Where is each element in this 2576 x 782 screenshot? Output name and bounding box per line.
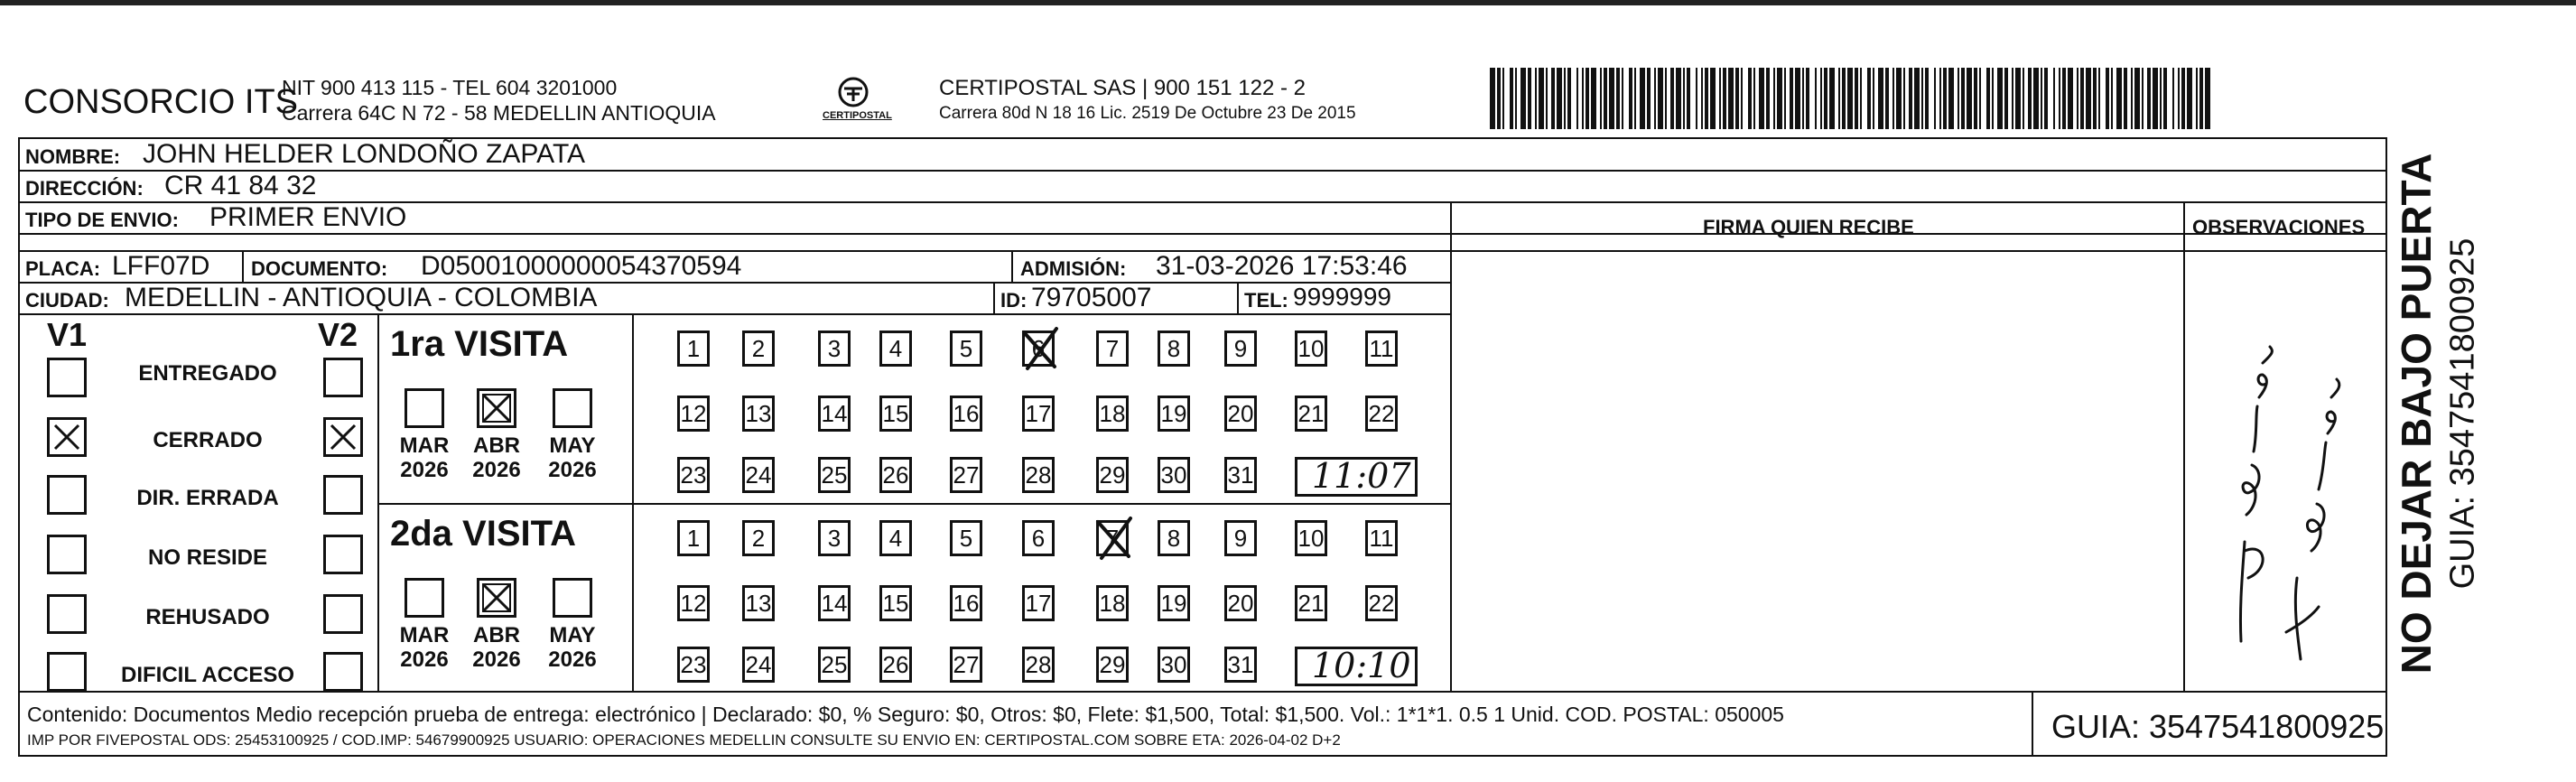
first-visit-day-box[interactable]: 23 [677,457,710,493]
certipostal-logo [817,72,892,125]
first-visit-month-checkbox[interactable] [405,388,444,428]
second-visit-day-box[interactable]: 9 [1224,520,1257,556]
second-visit-day-box[interactable]: 29 [1096,647,1129,683]
company-line2: Carrera 64C N 72 - 58 MEDELLIN ANTIOQUIA [282,101,716,125]
second-visit-day-box[interactable]: 7 [1096,520,1129,556]
v1-checkbox[interactable] [47,535,87,574]
first-visit-month-checkbox[interactable] [553,388,592,428]
first-visit-day-box[interactable]: 24 [742,457,775,493]
footer-print-line: IMP POR FIVEPOSTAL ODS: 25453100925 / COD.IMP: 54679900925 USUARIO: OPERACIONES MEDELLIN CONSULTE SU ENVIO EN: CERTIPOSTAL.COM SOBRE ETA: 2026-04-02 D+2 [27,731,1341,749]
first-visit-day-box[interactable]: 7 [1096,330,1129,367]
second-visit-time: 10:10 [1312,646,1411,685]
month-name: MAY [549,623,596,647]
v2-checkbox[interactable] [323,594,363,634]
id-label: ID: [1000,289,1028,312]
second-visit-day-box[interactable]: 8 [1158,520,1190,556]
first-visit-day-box[interactable]: 18 [1096,396,1129,432]
address-label: DIRECCIÓN: [25,177,144,200]
second-visit-month-label [395,623,453,672]
recipient-address: CR 41 84 32 [164,171,317,200]
first-visit-month-checkbox[interactable] [477,388,516,428]
plate-value: LFF07D [112,251,210,281]
carrier-line2: Carrera 80d N 18 16 Lic. 2519 De Octubre 23 De 2015 [939,104,1356,123]
first-visit-day-box[interactable]: 27 [950,457,982,493]
first-visit-day-box[interactable]: 2 [742,330,775,367]
logo-text: CERTIPOSTAL [823,110,892,121]
first-visit-day-box[interactable]: 20 [1224,396,1257,432]
second-visit-month-label [468,623,525,672]
second-visit-day-box[interactable]: 26 [879,647,912,683]
second-visit-day-box[interactable]: 24 [742,647,775,683]
second-visit-month-checkbox[interactable] [405,578,444,618]
first-visit-day-box[interactable]: 6 [1022,330,1055,367]
second-visit-day-box[interactable]: 23 [677,647,710,683]
v2-header: V2 [318,316,358,353]
first-visit-day-box[interactable]: 13 [742,396,775,432]
second-visit-day-box[interactable]: 10 [1295,520,1327,556]
first-visit-month-label [395,433,453,482]
first-visit-time: 11:07 [1312,456,1411,496]
carrier-line1: CERTIPOSTAL SAS | 900 151 122 - 2 [939,76,1306,100]
second-visit-day-box[interactable]: 28 [1022,647,1055,683]
first-visit-day-mark [1018,323,1062,378]
month-name: ABR [473,433,520,458]
first-visit-day-box[interactable]: 17 [1022,396,1055,432]
month-name: MAR [399,623,450,647]
first-visit-day-box[interactable]: 14 [818,396,851,432]
first-visit-day-box[interactable]: 8 [1158,330,1190,367]
second-visit-month-checkbox[interactable] [477,578,516,618]
v2-checkbox[interactable] [323,358,363,397]
v2-checkbox[interactable] [323,535,363,574]
second-visit-day-box[interactable]: 17 [1022,585,1055,621]
second-visit-day-box[interactable]: 3 [818,520,851,556]
first-visit-month-label [544,433,601,482]
first-visit-day-box[interactable]: 29 [1096,457,1129,493]
first-visit-day-box[interactable]: 15 [879,396,912,432]
footer-content-line: Contenido: Documentos Medio recepción prueba de entrega: electrónico | Declarado: $0, % Seguro: $0, Otros: $0, Flete: $1,500, Total: $1,500. Vol.: 1*1*1. 0.5 1 Unid. COD. POSTAL: 050005 [27,703,1784,726]
status-reason-label: NO RESIDE [147,545,268,570]
second-visit-title: 2da VISITA [390,514,576,554]
first-visit-day-box[interactable]: 1 [677,330,710,367]
v1-header: V1 [47,316,88,353]
second-visit-day-box[interactable]: 13 [742,585,775,621]
company-line1: NIT 900 413 115 - TEL 604 3201000 [282,76,618,99]
second-visit-day-box[interactable]: 22 [1365,585,1398,621]
first-visit-day-box[interactable]: 9 [1224,330,1257,367]
second-visit-day-box[interactable]: 27 [950,647,982,683]
recipient-name: JOHN HELDER LONDOÑO ZAPATA [143,139,586,169]
v1-checkbox[interactable] [47,594,87,634]
second-visit-day-box[interactable]: 19 [1158,585,1190,621]
second-visit-day-box[interactable]: 11 [1365,520,1398,556]
first-visit-time-box[interactable] [1295,457,1418,497]
name-label: NOMBRE: [25,145,121,168]
city-label: CIUDAD: [25,289,109,312]
second-visit-day-box[interactable]: 12 [677,585,710,621]
second-visit-day-box[interactable]: 14 [818,585,851,621]
first-visit-day-box[interactable]: 5 [950,330,982,367]
tel-value: 9999999 [1293,283,1392,311]
month-name: MAY [549,433,596,458]
second-visit-time-box[interactable] [1295,647,1418,686]
shipment-type-label: TIPO DE ENVIO: [25,209,179,231]
month-year: 2026 [548,647,597,672]
first-visit-day-box[interactable]: 30 [1158,457,1190,493]
first-visit-day-box[interactable]: 22 [1365,396,1398,432]
status-reason-label: REHUSADO [145,605,270,629]
signature-column-header: FIRMA QUIEN RECIBE [1703,216,1914,238]
company-name: CONSORCIO ITS [23,83,299,121]
first-visit-day-box[interactable]: 12 [677,396,710,432]
first-visit-day-box[interactable]: 3 [818,330,851,367]
barcode [1490,68,2212,129]
top-edge [0,0,2576,5]
v2-checkbox[interactable] [323,652,363,692]
second-visit-day-box[interactable]: 31 [1224,647,1257,683]
tel-label: TEL: [1244,289,1288,312]
v1-checkbox[interactable] [47,417,87,457]
v1-checkbox[interactable] [47,652,87,692]
second-visit-day-box[interactable]: 21 [1295,585,1327,621]
second-visit-day-mark [1093,513,1136,568]
admission-label: ADMISIÓN: [1020,257,1127,280]
side-warning: NO DEJAR BAJO PUERTA [2393,153,2440,675]
second-visit-day-box[interactable]: 20 [1224,585,1257,621]
document-label: DOCUMENTO: [251,257,388,280]
first-visit-day-box[interactable]: 10 [1295,330,1327,367]
first-visit-day-box[interactable]: 21 [1295,396,1327,432]
second-visit-day-box[interactable]: 16 [950,585,982,621]
first-visit-day-box[interactable]: 19 [1158,396,1190,432]
second-visit-month-label [544,623,601,672]
first-visit-day-box[interactable]: 16 [950,396,982,432]
month-year: 2026 [472,647,521,672]
id-value: 79705007 [1031,283,1152,312]
second-visit-day-box[interactable]: 25 [818,647,851,683]
first-visit-day-box[interactable]: 28 [1022,457,1055,493]
second-visit-day-box[interactable]: 6 [1022,520,1055,556]
month-year: 2026 [400,458,449,482]
first-visit-title: 1ra VISITA [390,324,569,364]
second-visit-day-box[interactable]: 15 [879,585,912,621]
first-visit-day-box[interactable]: 4 [879,330,912,367]
month-name: ABR [473,623,520,647]
second-visit-month-checkbox[interactable] [553,578,592,618]
handwritten-observation [2203,280,2366,677]
v2-checkbox[interactable] [323,417,363,457]
second-visit-day-box[interactable]: 5 [950,520,982,556]
side-guia: GUIA: 3547541800925 [2443,237,2482,590]
first-visit-day-box[interactable]: 11 [1365,330,1398,367]
first-visit-day-box[interactable]: 26 [879,457,912,493]
admission-value: 31-03-2026 17:53:46 [1156,251,1408,281]
v1-checkbox[interactable] [47,358,87,397]
second-visit-day-box[interactable]: 2 [742,520,775,556]
v2-checkbox[interactable] [323,475,363,515]
month-year: 2026 [472,458,521,482]
footer-guia: GUIA: 3547541800925 [2051,708,2385,745]
second-visit-day-box[interactable]: 4 [879,520,912,556]
first-visit-day-box[interactable]: 25 [818,457,851,493]
month-year: 2026 [548,458,597,482]
month-year: 2026 [400,647,449,672]
v1-checkbox[interactable] [47,475,87,515]
status-reason-label: ENTREGADO [138,361,277,386]
first-visit-day-box[interactable]: 31 [1224,457,1257,493]
month-name: MAR [399,433,450,458]
city-value: MEDELLIN - ANTIOQUIA - COLOMBIA [125,283,598,312]
shipment-type: PRIMER ENVIO [209,202,407,232]
second-visit-day-box[interactable]: 1 [677,520,710,556]
second-visit-day-box[interactable]: 18 [1096,585,1129,621]
observations-column-header: OBSERVACIONES [2192,216,2366,238]
status-reason-label: DIR. ERRADA [136,486,279,510]
status-reason-label: DIFICIL ACCESO [120,663,294,687]
first-visit-month-label [468,433,525,482]
second-visit-day-box[interactable]: 30 [1158,647,1190,683]
plate-label: PLACA: [25,257,101,280]
status-reason-label: CERRADO [153,428,263,452]
document-value: D05001000000054370594 [421,251,742,281]
